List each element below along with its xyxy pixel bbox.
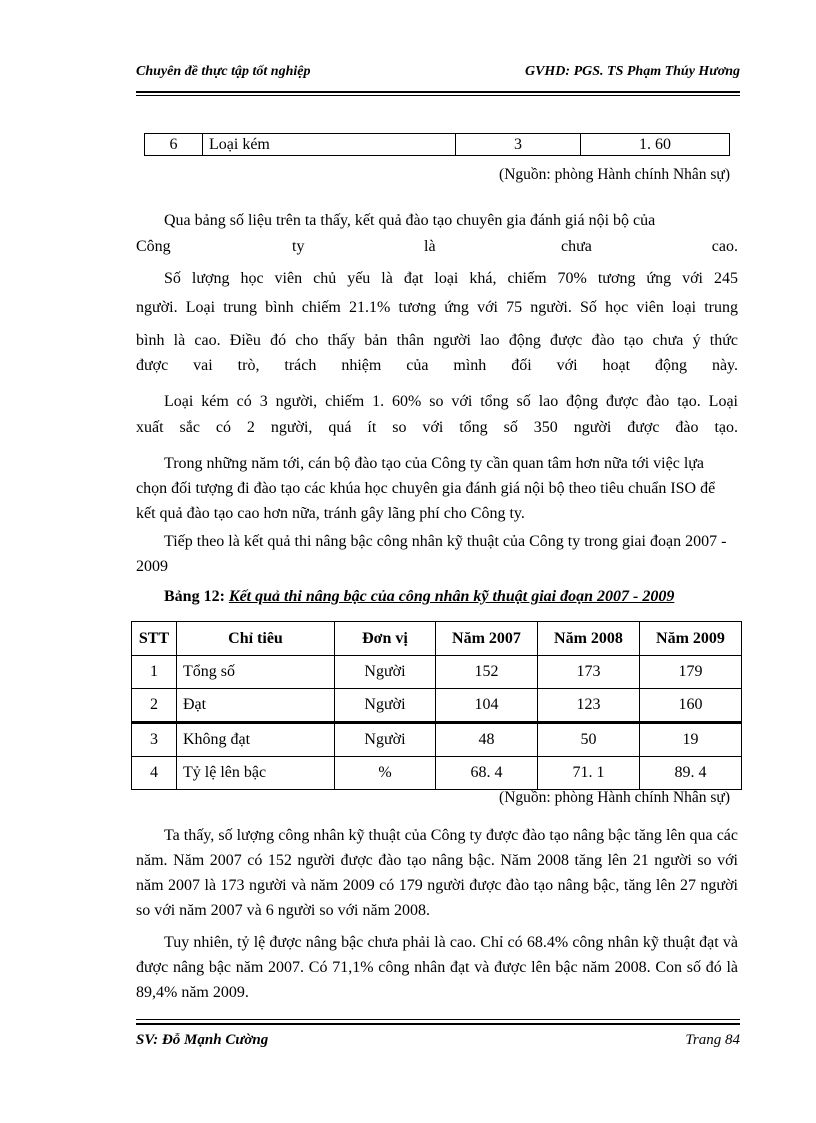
footer-divider	[136, 1023, 740, 1025]
paragraph-line: Qua bảng số liệu trên ta thấy, kết quả đào tạo chuyên gia đánh giá nội bộ của	[164, 212, 656, 229]
word: chưa	[561, 238, 592, 255]
table-cell: 3	[132, 723, 177, 757]
table-cell: 71. 1	[538, 757, 640, 790]
table-cell: Tỷ lệ lên bậc	[177, 757, 335, 790]
word: ty	[292, 238, 305, 255]
table-cell: 152	[436, 656, 538, 689]
table-row	[132, 656, 742, 689]
table-caption	[164, 588, 674, 606]
table-cell: 89. 4	[640, 757, 742, 790]
footer-divider-thin	[136, 1019, 740, 1020]
table-cell: 179	[640, 656, 742, 689]
page-header	[136, 64, 740, 86]
table-cell: Người	[335, 723, 436, 757]
column-header: Năm 2007	[436, 622, 538, 656]
column-header: Năm 2008	[538, 622, 640, 656]
header-divider	[136, 91, 740, 93]
word: cao.	[711, 238, 738, 255]
table-row	[132, 757, 742, 790]
table-source-note: (Nguồn: phòng Hành chính Nhân sự)	[499, 166, 730, 183]
paragraph: Ta thấy, số lượng công nhân kỹ thuật của Công ty được đào tạo nâng bậc tăng lên qua các năm. Năm 2007 có 152 người được đào tạo nâng bậc. Năm 2008 tăng lên 21 người so với năm 2007 là 173 người và năm 2009 có 179 người được đào tạo nâng bậc, tăng lên 27 người so với năm 2007 và 6 người so với năm 2008.	[136, 827, 738, 919]
promotion-results-table	[131, 621, 742, 790]
table-source-note: (Nguồn: phòng Hành chính Nhân sự)	[499, 789, 730, 806]
table-cell: Đạt	[177, 689, 335, 723]
caption-label: Bảng 12:	[164, 588, 225, 605]
word: là	[424, 238, 436, 255]
word: Công	[136, 238, 171, 255]
paragraph-line: người. Loại trung bình chiếm 21.1% tương ứng với 75 người. Số học viên loại trung	[136, 299, 738, 316]
table-cell: 4	[132, 757, 177, 790]
table-header-row	[132, 622, 742, 656]
footer-author: SV: Đỗ Mạnh Cường	[136, 1032, 269, 1048]
table-cell-stt: 6	[145, 134, 203, 156]
table-cell: 104	[436, 689, 538, 723]
paragraph: Tiếp theo là kết quả thi nâng bậc công nhân kỹ thuật của Công ty trong giai đoạn 2007 - 2009	[136, 533, 727, 575]
page-number: Trang 84	[685, 1032, 740, 1048]
header-title: Chuyên đề thực tập tốt nghiệp	[136, 64, 311, 79]
paragraph-line: bình là cao. Điều đó cho thấy bản thân người lao động được đào tạo chưa ý thức	[136, 332, 738, 349]
paragraph: Tuy nhiên, tỷ lệ được nâng bậc chưa phải là cao. Chỉ có 68.4% công nhân kỹ thuật đạt và được nâng bậc năm 2007. Có 71,1% công nhân đạt và được lên bậc năm 2008. Con số đó là 89,4% năm 2009.	[136, 934, 738, 1001]
table-cell: Người	[335, 656, 436, 689]
table-cell: 50	[538, 723, 640, 757]
table-cell: Tổng số	[177, 656, 335, 689]
paragraph-line: Loại kém có 3 người, chiếm 1. 60% so với tổng số lao động được đào tạo. Loại	[164, 393, 738, 410]
table-cell: 68. 4	[436, 757, 538, 790]
paragraph-line: được vai trò, trách nhiệm của mình đối với hoạt động này.	[136, 357, 738, 374]
table-cell-count: 3	[456, 134, 581, 156]
column-header: Năm 2009	[640, 622, 742, 656]
table-cell-percent: 1. 60	[581, 134, 730, 156]
table-cell: Không đạt	[177, 723, 335, 757]
table-cell: 2	[132, 689, 177, 723]
table-cell: 123	[538, 689, 640, 723]
table-row	[132, 723, 742, 757]
continued-table	[144, 133, 730, 156]
column-header: Chỉ tiêu	[177, 622, 335, 656]
table-cell: 173	[538, 656, 640, 689]
paragraph-line: Số lượng học viên chủ yếu là đạt loại khá, chiếm 70% tương ứng với 245	[164, 270, 738, 287]
table-cell: 160	[640, 689, 742, 723]
table-cell: 48	[436, 723, 538, 757]
table-cell: 1	[132, 656, 177, 689]
caption-title: Kết quả thi nâng bậc của công nhân kỹ thuật giai đoạn 2007 - 2009	[228, 588, 675, 605]
table-row	[145, 134, 730, 156]
table-cell: Người	[335, 689, 436, 723]
table-cell-label: Loại kém	[203, 134, 456, 156]
table-cell: %	[335, 757, 436, 790]
column-header: STT	[132, 622, 177, 656]
column-header: Đơn vị	[335, 622, 436, 656]
table-row	[132, 689, 742, 723]
paragraph-line: xuất sắc có 2 người, quá ít so với tổng số 350 người được đào tạo.	[136, 419, 738, 436]
header-divider-thin	[136, 95, 740, 96]
header-advisor: GVHD: PGS. TS Phạm Thúy Hương	[524, 64, 740, 79]
paragraph: Trong những năm tới, cán bộ đào tạo của Công ty cần quan tâm hơn nữa tới việc lựa chọn đối tượng đi đào tạo các khúa học chuyên gia đánh giá nội bộ theo tiêu chuẩn ISO để kết quả đào tạo cao hơn nữa, tránh gây lãng phí cho Công ty.	[136, 455, 716, 522]
paragraph-line-spaced	[136, 235, 738, 259]
table-cell: 19	[640, 723, 742, 757]
